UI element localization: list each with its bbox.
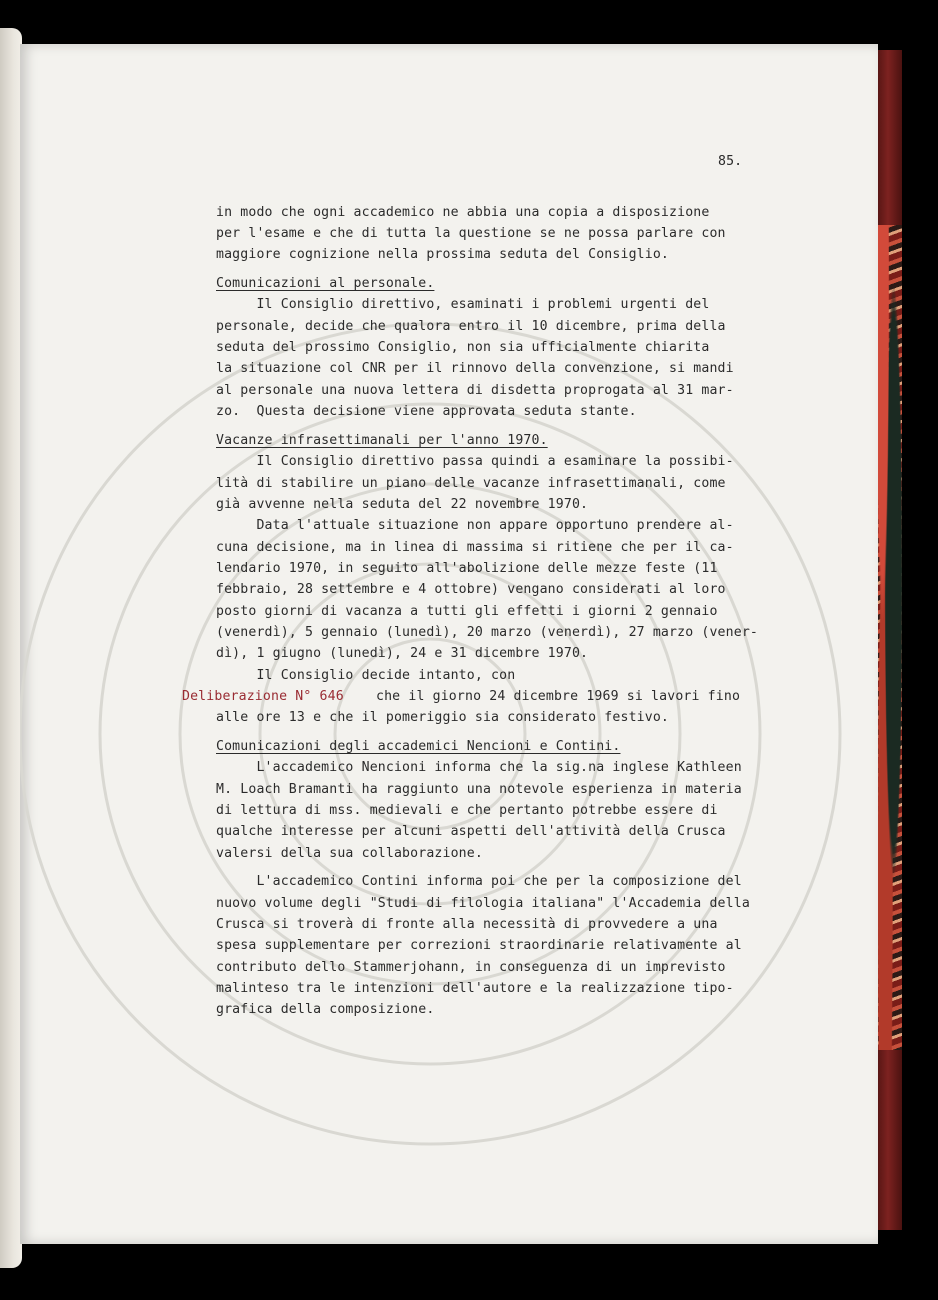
text-line: in modo che ogni accademico ne abbia una copia a disposizione <box>216 205 710 220</box>
text-line: al personale una nuova lettera di disdetta proprogata al 31 mar- <box>216 383 734 398</box>
text-line: già avvenne nella seduta del 22 novembre 1970. <box>216 497 589 512</box>
text-line: di lettura di mss. medievali e che pertanto potrebbe essere di <box>216 803 718 818</box>
page-number: 85. <box>718 154 743 169</box>
text-line: zo. Questa decisione viene approvata seduta stante. <box>216 404 637 419</box>
text-line: grafica della composizione. <box>216 1002 435 1017</box>
text-line: nuovo volume degli "Studi di filologia italiana" l'Accademia della <box>216 896 750 911</box>
text-line: lità di stabilire un piano delle vacanze infrasettimanali, come <box>216 476 726 491</box>
text-line: Il Consiglio decide intanto, con <box>216 668 516 683</box>
text-line: seduta del prossimo Consiglio, non sia ufficialmente chiarita <box>216 340 710 355</box>
text-line: dì), 1 giugno (lunedì), 24 e 31 dicembre 1970. <box>216 646 589 661</box>
text-line: la situazione col CNR per il rinnovo della convenzione, si mandi <box>216 361 734 376</box>
text-line: Il Consiglio direttivo, esaminati i problemi urgenti del <box>216 297 710 312</box>
text-line: maggiore cognizione nella prossima seduta del Consiglio. <box>216 247 670 262</box>
text-line: malinteso tra le intenzioni dell'autore e la realizzazione tipo- <box>216 981 734 996</box>
text-line: qualche interesse per alcuni aspetti dell'attività della Crusca <box>216 824 726 839</box>
text-line: per l'esame e che di tutta la questione se ne possa parlare con <box>216 226 726 241</box>
section-heading: Vacanze infrasettimanali per l'anno 1970. <box>216 433 548 448</box>
text-line: L'accademico Contini informa poi che per la composizione del <box>216 874 742 889</box>
text-line: che il giorno 24 dicembre 1969 si lavori fino <box>376 689 741 704</box>
text-line: contributo dello Stammerjohann, in conseguenza di un imprevisto <box>216 960 726 975</box>
document-page <box>20 44 878 1244</box>
text-line: (venerdì), 5 gennaio (lunedì), 20 marzo (venerdì), 27 marzo (vener- <box>216 625 758 640</box>
left-page-edge <box>0 28 22 1268</box>
text-line: febbraio, 28 settembre e 4 ottobre) vengano considerati al loro <box>216 582 726 597</box>
text-line: Il Consiglio direttivo passa quindi a esaminare la possibi- <box>216 454 734 469</box>
text-line: Data l'attuale situazione non appare opportuno prendere al- <box>216 518 734 533</box>
text-line: alle ore 13 e che il pomeriggio sia considerato festivo. <box>216 710 670 725</box>
text-line: lendario 1970, in seguito all'abolizione delle mezze feste (11 <box>216 561 718 576</box>
book-binding <box>874 50 902 1230</box>
text-line: valersi della sua collaborazione. <box>216 846 483 861</box>
text-line: L'accademico Nencioni informa che la sig.na inglese Kathleen <box>216 760 742 775</box>
text-line: M. Loach Bramanti ha raggiunto una notevole esperienza in materia <box>216 782 742 797</box>
text-line: personale, decide che qualora entro il 10 dicembre, prima della <box>216 319 726 334</box>
text-line: posto giorni di vacanza a tutti gli effetti i giorni 2 gennaio <box>216 604 718 619</box>
text-line: cuna decisione, ma in linea di massima si ritiene che per il ca- <box>216 540 734 555</box>
section-heading: Comunicazioni al personale. <box>216 276 435 291</box>
text-line: spesa supplementare per correzioni straordinarie relativamente al <box>216 938 742 953</box>
section-heading: Comunicazioni degli accademici Nencioni e Contini. <box>216 739 621 754</box>
text-line: Crusca si troverà di fronte alla necessità di provvedere a una <box>216 917 718 932</box>
margin-note-deliberation: Deliberazione N° 646 <box>182 689 344 704</box>
